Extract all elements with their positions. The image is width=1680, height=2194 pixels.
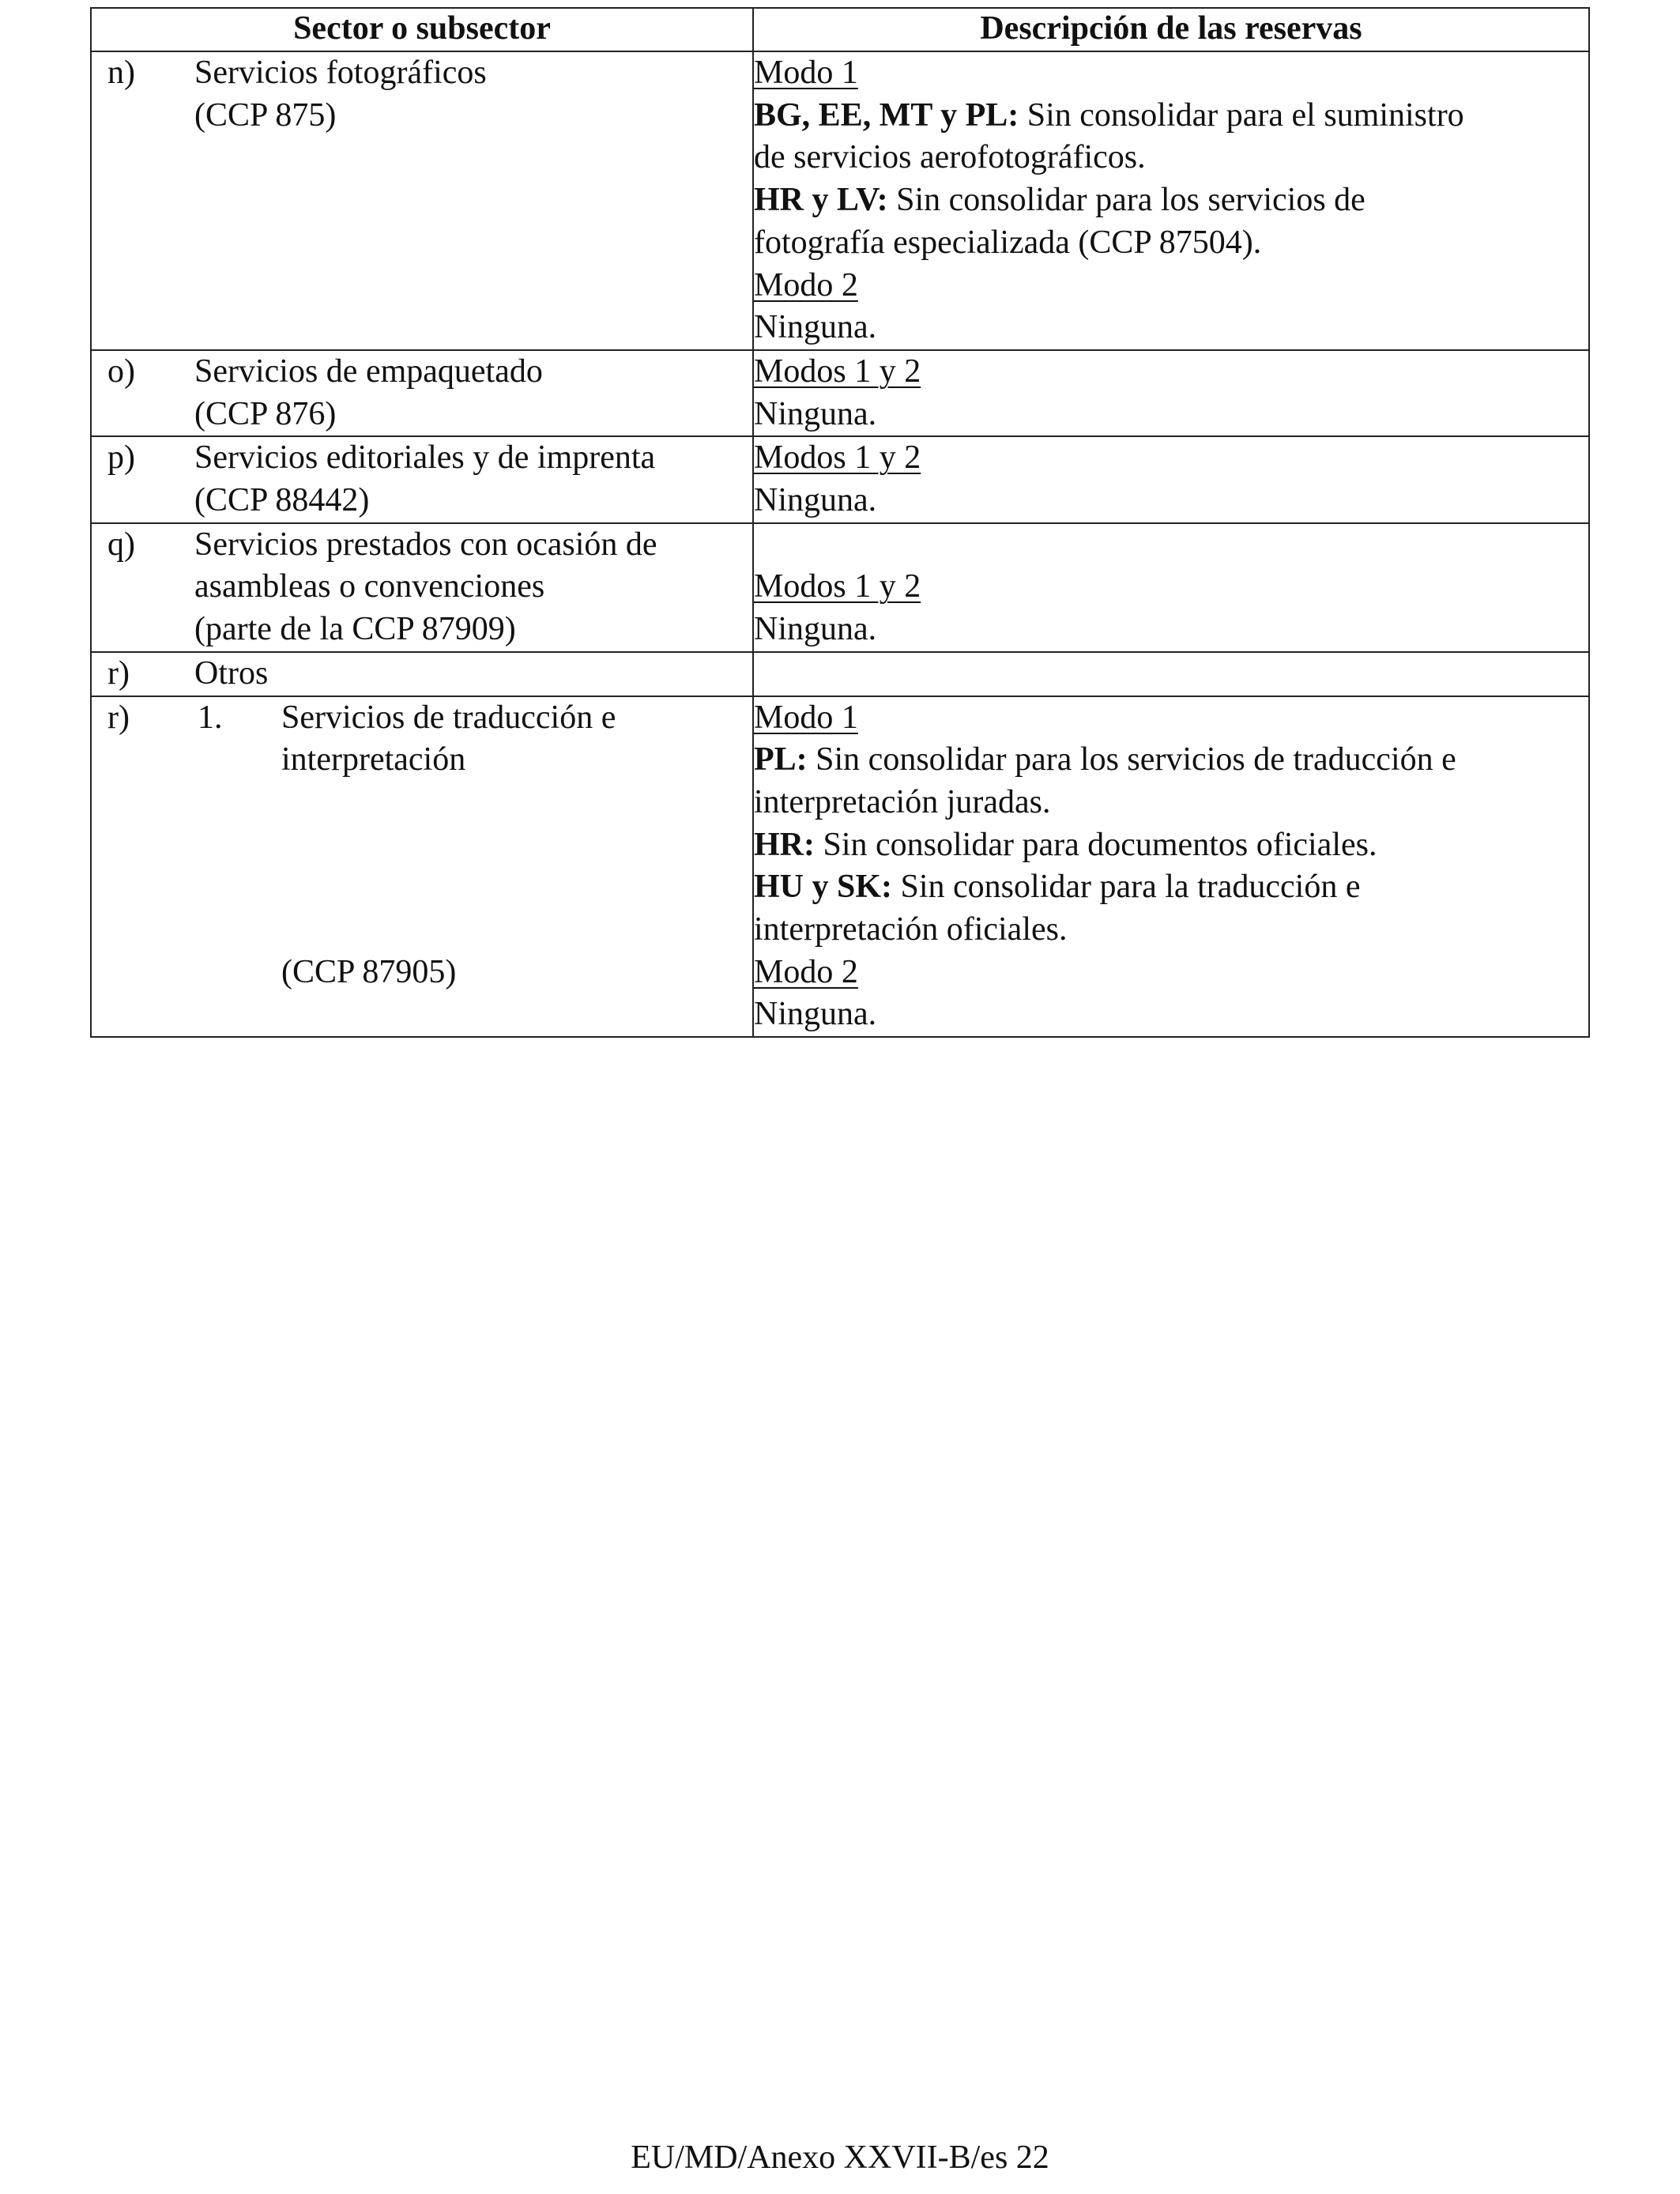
reservation-text: Sin consolidar para documentos oficiales.: [815, 826, 1377, 863]
reservation-text: Ninguna.: [754, 309, 877, 346]
sector-name: Servicios fotográficos: [194, 55, 487, 91]
row-letter: q): [107, 526, 135, 563]
sector-code: (parte de la CCP 87909): [194, 611, 516, 648]
sector-code: (CCP 875): [194, 96, 337, 134]
mode-label: Modo 1: [754, 55, 858, 91]
sector-name: Otros: [194, 654, 269, 692]
row-letter: o): [107, 352, 135, 390]
header-sector: Sector o subsector: [91, 8, 753, 51]
sector-cell: [91, 350, 753, 436]
reservation-text: Ninguna.: [754, 395, 877, 432]
mode-label: Modo 2: [754, 953, 858, 990]
reservation-text: de servicios aerofotográficos.: [754, 139, 1146, 176]
reservations-table: [90, 7, 1590, 1038]
description-cell: [753, 523, 1589, 652]
sector-name: asambleas o convenciones: [194, 568, 545, 605]
sector-code: (CCP 87905): [281, 953, 457, 990]
mode-label: Modos 1 y 2: [754, 352, 921, 390]
reservation-text: interpretación oficiales.: [754, 911, 1068, 948]
reservation-text: Ninguna.: [754, 611, 877, 648]
table-row: [91, 523, 1589, 652]
header-description: Descripción de las reservas: [753, 8, 1589, 51]
mode-label: Modos 1 y 2: [754, 439, 921, 477]
country-codes: HR:: [754, 826, 815, 863]
description-cell: [753, 436, 1589, 522]
sector-cell: [91, 652, 753, 696]
mode-label: Modo 2: [754, 266, 858, 303]
mode-label: Modos 1 y 2: [754, 568, 921, 605]
sub-item-number: 1.: [198, 699, 223, 736]
sector-name: Servicios de empaquetado: [194, 352, 543, 390]
mode-label: Modo 1: [754, 699, 858, 736]
description-cell: [753, 350, 1589, 436]
description-cell: [753, 696, 1589, 1038]
table-row: [91, 696, 1589, 1038]
reservation-text: fotografía especializada (CCP 87504).: [754, 224, 1262, 261]
sector-cell: [91, 436, 753, 522]
country-codes: BG, EE, MT y PL:: [754, 96, 1019, 134]
country-codes: HR y LV:: [754, 182, 888, 219]
sector-cell: [91, 51, 753, 350]
reservation-text: Ninguna.: [754, 996, 877, 1033]
sector-cell: [91, 696, 753, 1038]
row-letter: r): [107, 654, 130, 692]
description-cell: [753, 51, 1589, 350]
reservation-text: Sin consolidar para los servicios de: [887, 182, 1365, 219]
country-codes: HU y SK:: [754, 869, 893, 906]
sector-name: Servicios prestados con ocasión de: [194, 526, 657, 563]
table-row: [91, 350, 1589, 436]
table-row: [91, 436, 1589, 522]
sector-code: (CCP 876): [194, 395, 337, 432]
reservation-text: Ninguna.: [754, 482, 877, 519]
sector-cell: [91, 523, 753, 652]
page-footer: EU/MD/Anexo XXVII-B/es 22: [631, 2139, 1049, 2176]
reservation-text: interpretación juradas.: [754, 783, 1051, 820]
table-row: [91, 652, 1589, 696]
sector-name: Servicios editoriales y de imprenta: [194, 439, 656, 477]
row-letter: r): [107, 699, 130, 736]
row-letter: p): [107, 439, 135, 477]
row-letter: n): [107, 55, 135, 91]
reservation-text: Sin consolidar para la traducción e: [892, 869, 1361, 906]
country-codes: PL:: [754, 741, 808, 778]
description-cell: [753, 652, 1589, 696]
reservation-text: Sin consolidar para los servicios de traducción e: [807, 741, 1456, 778]
reservation-text: Sin consolidar para el suministro: [1019, 96, 1464, 134]
table-header-row: [91, 8, 1589, 51]
sector-name: interpretación: [281, 741, 466, 778]
sector-code: (CCP 88442): [194, 482, 370, 519]
sector-name: Servicios de traducción e: [281, 699, 616, 736]
table-row: [91, 51, 1589, 350]
